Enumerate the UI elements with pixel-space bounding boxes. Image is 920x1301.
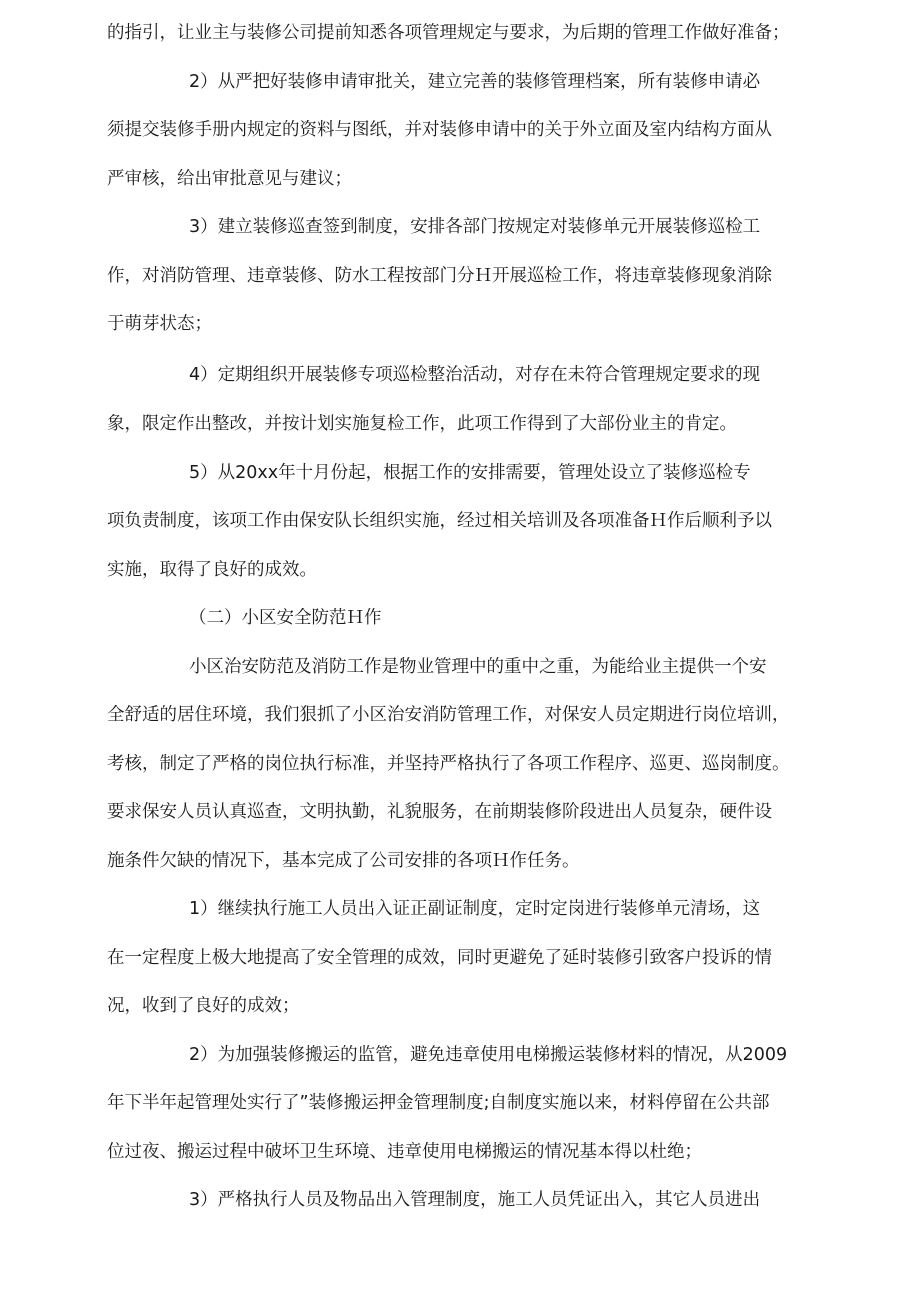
text-line-8: 4）定期组织开展装修专项巡检整治活动，对存在未符合管理规定要求的现 bbox=[189, 365, 761, 385]
text-line-12: 实施，取得了良好的成效。 bbox=[107, 560, 317, 580]
text-line-11: 项负责制度，该项工作由保安队长组织实施，经过相关培训及各项准备Ｈ作后顺利予以 bbox=[107, 511, 772, 531]
text-line-20: 在一定程度上极大地提高了安全管理的成效，同时更避免了延时装修引致客户投诉的情 bbox=[107, 948, 772, 968]
text-line-16: 考核，制定了严格的岗位执行标准，并坚持严格执行了各项工作程序、巡更、巡岗制度。 bbox=[107, 754, 790, 774]
text-line-17: 要求保安人员认真巡查，文明执勤，礼貌服务，在前期装修阶段进出人员复杂，硬件设 bbox=[107, 802, 772, 822]
text-line-10: 5）从20xx年十月份起，根据工作的安排需要，管理处设立了装修巡检专 bbox=[189, 463, 751, 483]
text-line-15: 全舒适的居住环境，我们狠抓了小区治安消防管理工作，对保安人员定期进行岗位培训， bbox=[107, 705, 790, 725]
text-line-14: 小区治安防范及消防工作是物业管理中的重中之重，为能给业主提供一个安 bbox=[189, 657, 767, 677]
text-line-1: 的指引，让业主与装修公司提前知悉各项管理规定与要求，为后期的管理工作做好准备； bbox=[107, 23, 790, 43]
text-line-22: 2）为加强装修搬运的监管，避免违章使用电梯搬运装修材料的情况，从2009 bbox=[189, 1045, 788, 1065]
text-line-24: 位过夜、搬运过程中破坏卫生环境、违章使用电梯搬运的情况基本得以杜绝； bbox=[107, 1142, 702, 1162]
text-line-25: 3）严格执行人员及物品出入管理制度，施工人员凭证出入，其它人员进出 bbox=[189, 1190, 761, 1210]
section-heading: （二）小区安全防范Ｈ作 bbox=[189, 608, 382, 628]
text-line-5: 3）建立装修巡查签到制度，安排各部门按规定对装修单元开展装修巡检工 bbox=[189, 217, 761, 237]
text-line-9: 象，限定作出整改，并按计划实施复检工作，此项工作得到了大部份业主的肯定。 bbox=[107, 414, 737, 434]
text-line-4: 严审核，给出审批意见与建议； bbox=[107, 169, 352, 189]
text-line-21: 况，收到了良好的成效； bbox=[107, 996, 300, 1016]
text-line-7: 于萌芽状态； bbox=[107, 314, 212, 334]
text-line-3: 须提交装修手册内规定的资料与图纸，并对装修申请中的关于外立面及室内结构方面从 bbox=[107, 120, 772, 140]
text-line-18: 施条件欠缺的情况下，基本完成了公司安排的各项Ｈ作任务。 bbox=[107, 851, 580, 871]
text-line-19: 1）继续执行施工人员出入证正副证制度，定时定岗进行装修单元清场，这 bbox=[189, 899, 761, 919]
text-line-6: 作，对消防管理、违章装修、防水工程按部门分Ｈ开展巡检工作，将违章装修现象消除 bbox=[107, 266, 772, 286]
text-line-2: 2）从严把好装修申请审批关，建立完善的装修管理档案，所有装修申请必 bbox=[189, 72, 761, 92]
text-line-23: 年下半年起管理处实行了”装修搬运押金管理制度;自制度实施以来，材料停留在公共部 bbox=[107, 1093, 770, 1113]
